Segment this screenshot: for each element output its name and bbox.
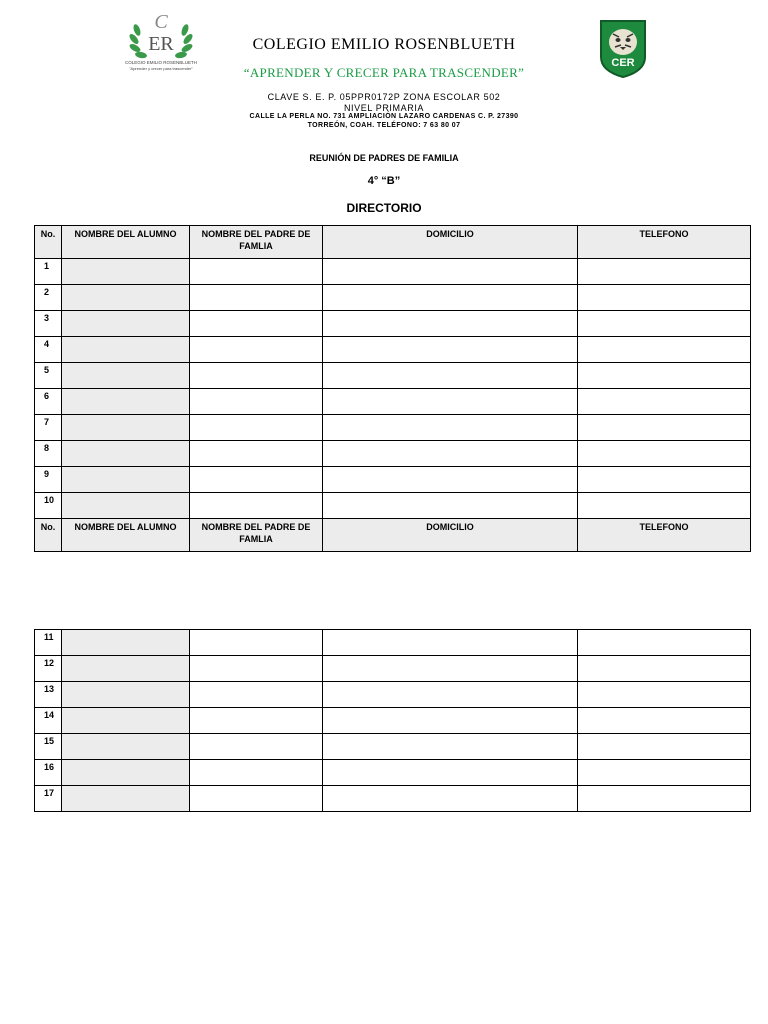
row-number: 4 (35, 337, 62, 363)
school-info-level: NIVEL PRIMARIA (343, 103, 425, 113)
address-cell[interactable] (323, 441, 578, 467)
table-row (35, 734, 751, 760)
parent-cell[interactable] (190, 415, 323, 441)
parent-cell[interactable] (190, 311, 323, 337)
meeting-title: REUNIÓN DE PADRES DE FAMILIA (309, 153, 459, 163)
left-logo-subcaption: "Aprender y crecer para trascender" (129, 66, 193, 71)
address-cell[interactable] (323, 708, 578, 734)
col-header-parent: NOMBRE DEL PADRE DE FAMLIA (190, 519, 323, 552)
address-cell[interactable] (323, 630, 578, 656)
address-cell[interactable] (323, 734, 578, 760)
student-cell[interactable] (62, 630, 190, 656)
col-header-student: NOMBRE DEL ALUMNO (62, 519, 190, 552)
parent-cell[interactable] (190, 760, 323, 786)
row-number: 6 (35, 389, 62, 415)
col-header-no: No. (35, 519, 62, 552)
phone-cell[interactable] (578, 441, 751, 467)
parent-cell[interactable] (190, 734, 323, 760)
directory-title: DIRECTORIO (346, 201, 422, 215)
table-row (35, 363, 751, 389)
left-logo-caption: COLEGIO EMILIO ROSENBLUETH (124, 60, 197, 65)
row-number: 13 (35, 682, 62, 708)
col-header-student: NOMBRE DEL ALUMNO (62, 226, 190, 259)
parent-cell[interactable] (190, 630, 323, 656)
address-cell[interactable] (323, 337, 578, 363)
student-cell[interactable] (62, 285, 190, 311)
row-number: 5 (35, 363, 62, 389)
row-number: 8 (35, 441, 62, 467)
phone-cell[interactable] (578, 786, 751, 812)
row-number: 1 (35, 259, 62, 285)
student-cell[interactable] (62, 363, 190, 389)
parent-cell[interactable] (190, 493, 323, 519)
phone-cell[interactable] (578, 285, 751, 311)
address-cell[interactable] (323, 760, 578, 786)
table-row (35, 285, 751, 311)
right-logo-label: CER (611, 57, 635, 69)
student-cell[interactable] (62, 467, 190, 493)
row-number: 10 (35, 493, 62, 519)
table-row (35, 682, 751, 708)
table-row (35, 760, 751, 786)
row-number: 12 (35, 656, 62, 682)
parent-cell[interactable] (190, 389, 323, 415)
col-header-address: DOMICILIO (323, 226, 578, 259)
school-info-phone: TORREÓN, COAH. TELÉFONO: 7 63 80 07 (307, 122, 461, 129)
col-header-address: DOMICILIO (323, 519, 578, 552)
parent-cell[interactable] (190, 656, 323, 682)
table-header-row (35, 226, 751, 259)
student-cell[interactable] (62, 682, 190, 708)
address-cell[interactable] (323, 363, 578, 389)
parent-cell[interactable] (190, 259, 323, 285)
school-info-address: CALLE LA PERLA NO. 731 AMPLIACIÓN LAZARO CARDENAS C. P. 27390 (249, 113, 519, 120)
student-cell[interactable] (62, 259, 190, 285)
table-row (35, 630, 751, 656)
phone-cell[interactable] (578, 363, 751, 389)
phone-cell[interactable] (578, 259, 751, 285)
address-cell[interactable] (323, 389, 578, 415)
phone-cell[interactable] (578, 311, 751, 337)
address-cell[interactable] (323, 285, 578, 311)
row-number: 7 (35, 415, 62, 441)
phone-cell[interactable] (578, 682, 751, 708)
directory-table-1 (34, 225, 751, 552)
address-cell[interactable] (323, 415, 578, 441)
col-header-parent: NOMBRE DEL PADRE DE FAMLIA (190, 226, 323, 259)
student-cell[interactable] (62, 734, 190, 760)
student-cell[interactable] (62, 441, 190, 467)
col-header-phone: TELEFONO (578, 226, 751, 259)
svg-text:ER: ER (148, 33, 174, 55)
row-number: 3 (35, 311, 62, 337)
table-row (35, 337, 751, 363)
student-cell[interactable] (62, 786, 190, 812)
phone-cell[interactable] (578, 467, 751, 493)
parent-cell[interactable] (190, 682, 323, 708)
table-row (35, 389, 751, 415)
parent-cell[interactable] (190, 441, 323, 467)
student-cell[interactable] (62, 389, 190, 415)
address-cell[interactable] (323, 786, 578, 812)
group-label: 4° “B” (367, 175, 401, 187)
row-number: 2 (35, 285, 62, 311)
row-number: 16 (35, 760, 62, 786)
school-name: COLEGIO EMILIO ROSENBLUETH (252, 36, 516, 53)
phone-cell[interactable] (578, 493, 751, 519)
phone-cell[interactable] (578, 389, 751, 415)
row-number: 14 (35, 708, 62, 734)
phone-cell[interactable] (578, 656, 751, 682)
student-cell[interactable] (62, 656, 190, 682)
address-cell[interactable] (323, 656, 578, 682)
col-header-phone: TELEFONO (578, 519, 751, 552)
phone-cell[interactable] (578, 337, 751, 363)
address-cell[interactable] (323, 682, 578, 708)
phone-cell[interactable] (578, 630, 751, 656)
parent-cell[interactable] (190, 285, 323, 311)
phone-cell[interactable] (578, 734, 751, 760)
table-footer-header-row (35, 519, 751, 552)
table-row (35, 467, 751, 493)
address-cell[interactable] (323, 467, 578, 493)
row-number: 15 (35, 734, 62, 760)
student-cell[interactable] (62, 311, 190, 337)
row-number: 9 (35, 467, 62, 493)
parent-cell[interactable] (190, 337, 323, 363)
parent-cell[interactable] (190, 363, 323, 389)
student-cell[interactable] (62, 493, 190, 519)
table-row (35, 493, 751, 519)
svg-text:C: C (154, 11, 168, 33)
parent-cell[interactable] (190, 467, 323, 493)
student-cell[interactable] (62, 760, 190, 786)
school-motto: “APRENDER Y CRECER PARA TRASCENDER” (243, 65, 525, 80)
address-cell[interactable] (323, 259, 578, 285)
address-cell[interactable] (323, 493, 578, 519)
table-row (35, 441, 751, 467)
phone-cell[interactable] (578, 708, 751, 734)
phone-cell[interactable] (578, 760, 751, 786)
address-cell[interactable] (323, 311, 578, 337)
table-row (35, 311, 751, 337)
table-row (35, 708, 751, 734)
table-row (35, 415, 751, 441)
parent-cell[interactable] (190, 708, 323, 734)
student-cell[interactable] (62, 708, 190, 734)
row-number: 11 (35, 630, 62, 656)
table-row (35, 259, 751, 285)
directory-table-2 (34, 629, 751, 812)
phone-cell[interactable] (578, 415, 751, 441)
school-info-clave: CLAVE S. E. P. 05PPR0172P ZONA ESCOLAR 502 (267, 92, 501, 102)
parent-cell[interactable] (190, 786, 323, 812)
table-row (35, 656, 751, 682)
col-header-no: No. (35, 226, 62, 259)
student-cell[interactable] (62, 415, 190, 441)
row-number: 17 (35, 786, 62, 812)
table-row (35, 786, 751, 812)
student-cell[interactable] (62, 337, 190, 363)
